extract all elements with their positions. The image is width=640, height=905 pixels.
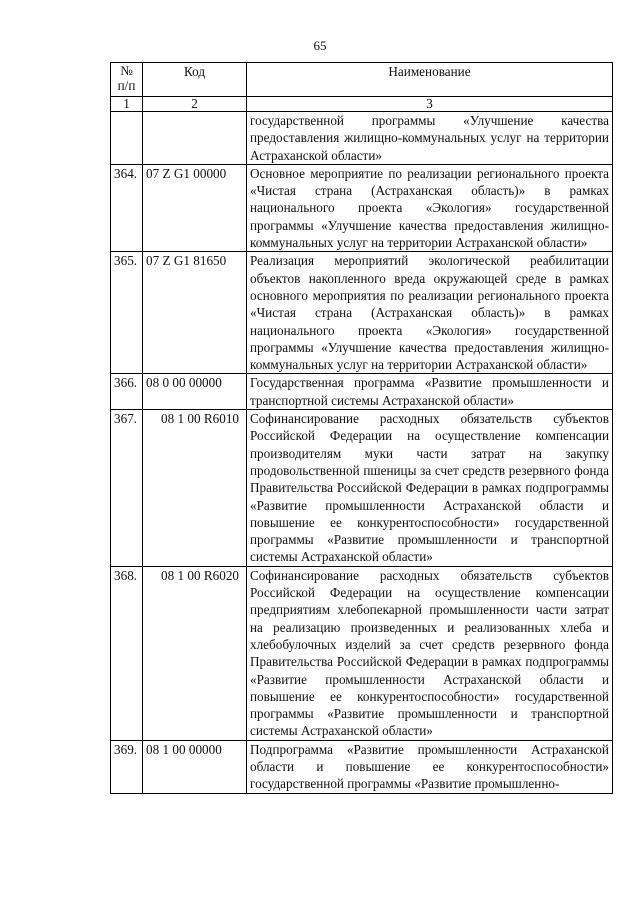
row-code: 08 0 00 00000 [143, 374, 247, 410]
row-name: Софинансирование расходных обязательств субъектов Российской Федерации на осуществление компенсации производителям муки части затрат на закупку продовольственной пшеницы за счет средств резервного фонда Правительства Российской Федерации в рамках подпрограммы «Развитие промышленности Астраханской области и повышение ее конкурентоспособности» государственной программы «Развитие промышленности и транспортной системы Астраханской области» [247, 410, 613, 567]
row-code: 07 Z G1 00000 [143, 164, 247, 251]
table-row-continuation [111, 112, 613, 165]
column-number: 2 [143, 97, 247, 112]
row-name: Реализация мероприятий экологической реабилитации объектов накопленного вреда окружающей среде в рамках основного мероприятия по реализации регионального проекта «Чистая страна (Астраханская область)» в рамках национального проекта «Экология» государственной программы «Улучшение качества предоставления жилищно-коммунальных услуг на территории Астраханской области» [247, 252, 613, 374]
row-code: 08 1 00 R6020 [143, 566, 247, 740]
table-row [111, 164, 613, 251]
table-row [111, 566, 613, 740]
codes-table [110, 62, 613, 794]
row-code [143, 112, 247, 165]
column-number: 1 [111, 97, 143, 112]
row-number: 366. [111, 374, 143, 410]
header-code: Код [143, 63, 247, 97]
row-name: Софинансирование расходных обязательств субъектов Российской Федерации на осуществление компенсации предприятиям хлебопекарной промышленности части затрат на реализацию произведенных и реализованных хлеба и хлебобулочных изделий за счет средств резервного фонда Правительства Российской Федерации в рамках подпрограммы «Развитие промышленности Астраханской области и повышение ее конкурентоспособности» государственной программы «Развитие промышленности и транспортной системы Астраханской области» [247, 566, 613, 740]
column-numbers-row [111, 97, 613, 112]
row-code: 08 1 00 R6010 [143, 410, 247, 567]
row-number: 369. [111, 740, 143, 793]
header-name: Наименование [247, 63, 613, 97]
row-number: 365. [111, 252, 143, 374]
header-number-line2: п/п [117, 78, 136, 93]
row-number: 364. [111, 164, 143, 251]
row-number: 367. [111, 410, 143, 567]
row-name: Государственная программа «Развитие промышленности и транспортной системы Астраханской области» [247, 374, 613, 410]
row-code: 08 1 00 00000 [143, 740, 247, 793]
row-name: государственной программы «Улучшение качества предоставления жилищно-коммунальных услуг на территории Астраханской области» [247, 112, 613, 165]
header-number [111, 63, 143, 97]
table-row [111, 374, 613, 410]
row-code: 07 Z G1 81650 [143, 252, 247, 374]
table-header-row [111, 63, 613, 97]
page-number: 65 [313, 38, 327, 53]
table-row [111, 252, 613, 374]
row-name: Подпрограмма «Развитие промышленности Астраханской области и повышение ее конкурентоспособности» государственной программы «Развитие промышленно- [247, 740, 613, 793]
table-row [111, 410, 613, 567]
row-number [111, 112, 143, 165]
header-number-line1: № [120, 63, 133, 78]
row-number: 368. [111, 566, 143, 740]
column-number: 3 [247, 97, 613, 112]
table-row [111, 740, 613, 793]
row-name: Основное мероприятие по реализации регионального проекта «Чистая страна (Астраханская область)» в рамках национального проекта «Экология» государственной программы «Улучшение качества предоставления жилищно-коммунальных услуг на территории Астраханской области» [247, 164, 613, 251]
